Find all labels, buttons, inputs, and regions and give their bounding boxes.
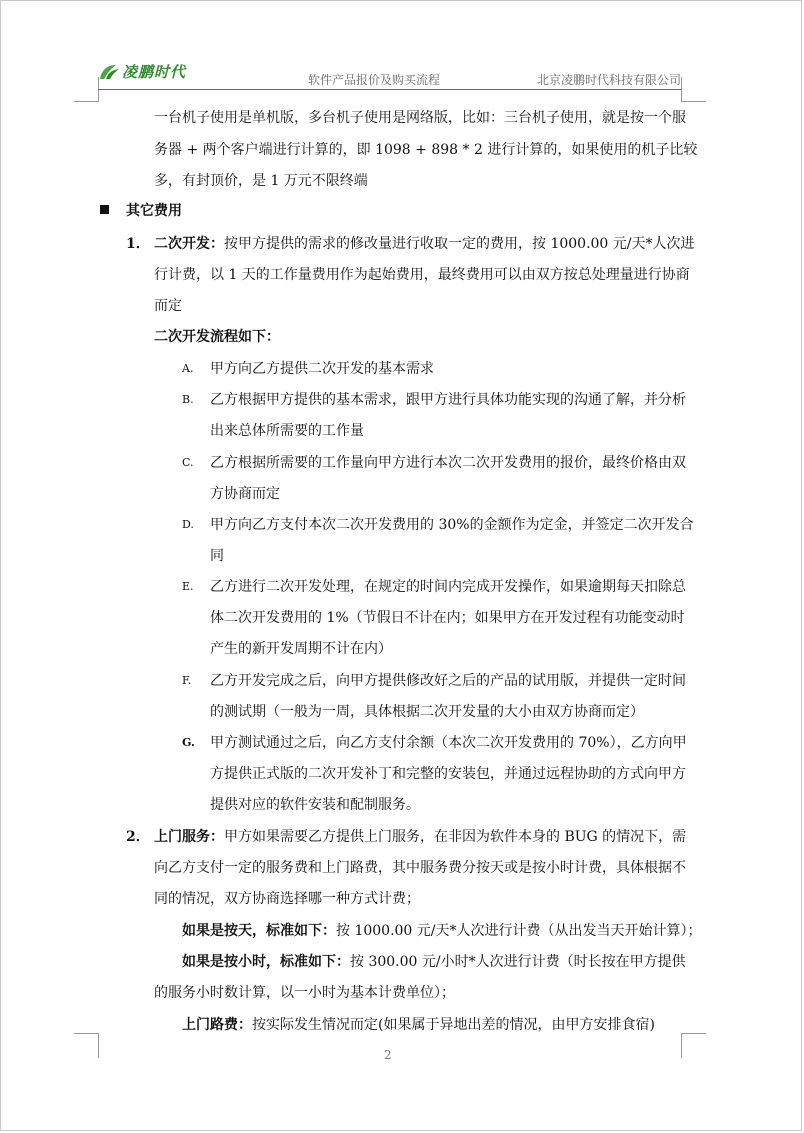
page-number: 2 <box>384 1048 392 1062</box>
step-a-line-1: 甲方向乙方提供二次开发的基本需求 <box>210 361 434 377</box>
company-logo <box>98 61 186 82</box>
item1-line-2: 行计费，以 1 天的工作量费用作为起始费用，最终费用可以由双方按总处理量进行协商 <box>154 267 690 283</box>
item2-number: 2． <box>126 829 150 845</box>
item1-number: 1． <box>126 236 150 252</box>
item1-text-1: 按甲方提供的需求的修改量进行收取一定的费用，按 1000.00 元/天*人次进 <box>224 236 695 252</box>
step-f-line-1: 乙方开发完成之后，向甲方提供修改好之后的产品的试用版，并提供一定时间 <box>210 673 686 689</box>
item1-label: 二次开发： <box>154 236 224 252</box>
day-label: 如果是按天，标准如下： <box>182 923 336 939</box>
header-company: 北京凌鹏时代科技有限公司 <box>536 73 681 87</box>
process-title: 二次开发流程如下： <box>154 329 280 345</box>
step-e-line-1: 乙方进行二次开发处理，在规定的时间内完成开发操作，如果逾期每天扣除总 <box>210 579 686 595</box>
item2-line-2: 向乙方支付一定的服务费和上门路费，其中服务费分按天或是按小时计费，具体根据不 <box>154 860 686 876</box>
crop-mark-bottom-left <box>74 1033 99 1058</box>
item2-hour-line <box>182 952 686 972</box>
step-e-line-2: 体二次开发费用的 1%（节假日不计在内；如果甲方在开发过程有功能变动时 <box>210 610 685 626</box>
section-title: 其它费用 <box>126 203 182 219</box>
item1-line-3: 而定 <box>154 298 182 314</box>
item2-line-3: 同的情况，双方协商选择哪一种方式计费； <box>154 891 420 907</box>
step-g-line-2: 方提供正式版的二次开发补丁和完整的安装包，并通过远程协助的方式向甲方 <box>210 766 686 782</box>
step-c-line-1: 乙方根据所需要的工作量向甲方进行本次二次开发费用的报价，最终价格由双 <box>210 455 686 471</box>
step-c-line-2: 方协商而定 <box>210 486 280 502</box>
square-bullet-icon <box>100 205 109 214</box>
crop-mark-top-right <box>681 77 706 102</box>
header-doc-title: 软件产品报价及购买流程 <box>308 73 441 87</box>
step-d-line-1: 甲方向乙方支付本次二次开发费用的 30%的金额作为定金，并签定二次开发合 <box>210 517 694 533</box>
day-text: 按 1000.00 元/天*人次进行计费（从出发当天开始计算）； <box>336 923 702 939</box>
step-b-line-2: 出来总体所需要的工作量 <box>210 423 364 439</box>
intro-line-2: 务器 + 两个客户端进行计算的，即 1098 + 898 * 2 进行计算的，如果使用的机子比较 <box>154 142 698 158</box>
crop-mark-bottom-right <box>681 1033 706 1058</box>
crop-mark-top-left <box>74 77 99 102</box>
travel-text: 按实际发生情况而定(如果属于异地出差的情况，由甲方安排食宿) <box>252 1017 655 1033</box>
step-f-line-2: 的测试期（一般为一周，具体根据二次开发量的大小由双方协商而定） <box>210 704 644 720</box>
step-e-line-3: 产生的新开发周期不计在内） <box>210 641 392 657</box>
hour-text-1: 按 300.00 元/小时*人次进行计费（时长按在甲方提供 <box>350 954 686 970</box>
item2-hour-line-2: 的服务小时数计算，以一小时为基本计费单位）； <box>154 985 455 1001</box>
step-c-letter: C. <box>182 456 194 469</box>
item2-label: 上门服务： <box>154 829 224 845</box>
intro-line-3: 多，有封顶价，是 1 万元不限终端 <box>154 173 368 189</box>
item2-day-line <box>182 921 702 941</box>
step-g-line-1: 甲方测试通过之后，向乙方支付余额（本次二次开发费用的 70%），乙方向甲 <box>210 735 687 751</box>
step-b-letter: B. <box>182 393 194 406</box>
hour-label: 如果是按小时，标准如下： <box>182 954 350 970</box>
page-header <box>98 59 681 90</box>
step-b-line-1: 乙方根据甲方提供的基本需求，跟甲方进行具体功能实现的沟通了解，并分析 <box>210 392 686 408</box>
logo-text: 凌鹏时代 <box>122 63 187 81</box>
step-d-line-2: 同 <box>210 548 224 564</box>
step-f-letter: F. <box>182 674 192 687</box>
item2-text-1: 甲方如果需要乙方提供上门服务，在非因为软件本身的 BUG 的情况下，需 <box>224 829 687 845</box>
item1-line-1 <box>154 234 695 254</box>
item2-travel-line <box>182 1015 655 1035</box>
step-d-letter: D. <box>182 518 194 531</box>
travel-label: 上门路费： <box>182 1017 252 1033</box>
step-a-letter: A. <box>182 362 194 375</box>
step-e-letter: E. <box>182 580 194 593</box>
step-g-line-3: 提供对应的软件安装和配制服务。 <box>210 797 420 813</box>
leaf-logo-icon <box>98 63 120 81</box>
intro-line-1: 一台机子使用是单机版，多台机子使用是网络版，比如：三台机子使用，就是按一个服 <box>154 110 686 126</box>
item2-line-1 <box>154 827 686 847</box>
step-g-letter: G. <box>182 736 195 749</box>
